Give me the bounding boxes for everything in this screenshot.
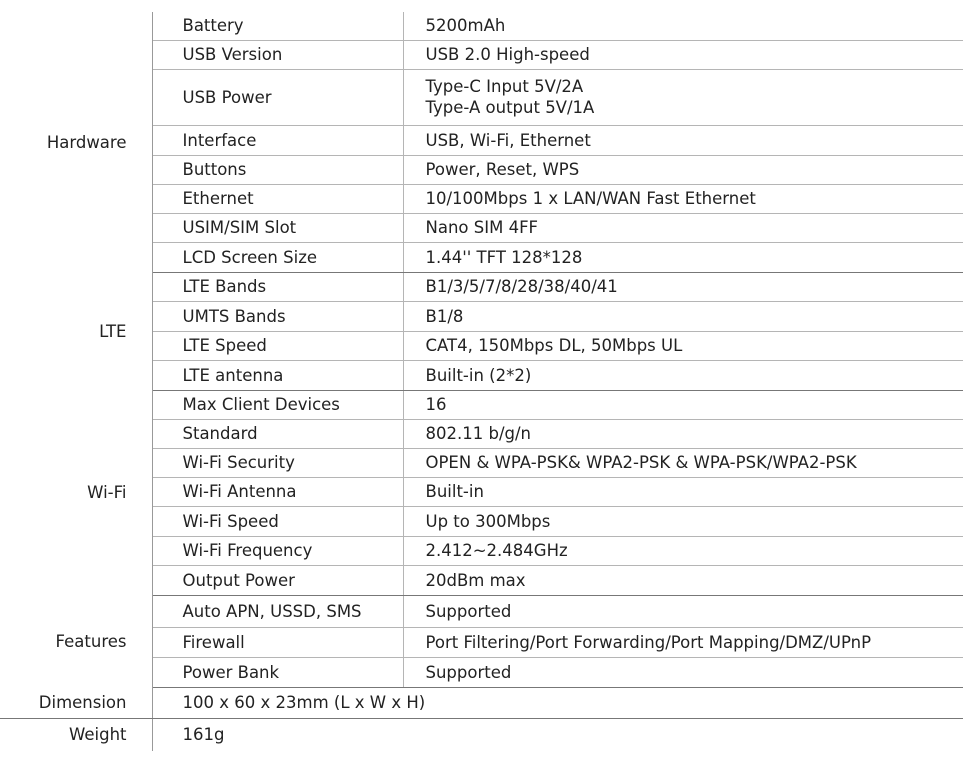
row-value-multiline (403, 69, 963, 125)
spec-row-max-client-devices (0, 390, 963, 419)
row-label: Wi-Fi Speed (152, 506, 403, 536)
row-value: 100 x 60 x 23mm (L x W x H) (152, 687, 963, 718)
row-value: Power, Reset, WPS (403, 155, 963, 184)
row-value: 5200mAh (403, 12, 963, 40)
spec-row-battery (0, 12, 963, 40)
row-value: USB 2.0 High-speed (403, 40, 963, 69)
row-label: Wi-Fi Antenna (152, 477, 403, 506)
row-value: USB, Wi-Fi, Ethernet (403, 125, 963, 155)
spec-table (0, 12, 963, 751)
row-value: 802.11 b/g/n (403, 419, 963, 448)
row-label: Interface (152, 125, 403, 155)
section-weight-label: Weight (0, 718, 152, 751)
row-label: LTE antenna (152, 360, 403, 390)
row-label: LTE Bands (152, 272, 403, 301)
row-label: UMTS Bands (152, 301, 403, 331)
row-value-line: Type-A output 5V/1A (425, 98, 595, 117)
row-value: OPEN & WPA-PSK& WPA2-PSK & WPA-PSK/WPA2-PSK (403, 448, 963, 477)
row-value: Built-in (2*2) (403, 360, 963, 390)
row-label: Max Client Devices (152, 390, 403, 419)
row-label: LTE Speed (152, 331, 403, 360)
row-value: Supported (403, 595, 963, 627)
row-value: Built-in (403, 477, 963, 506)
section-lte-label: LTE (0, 272, 152, 390)
row-label: USB Version (152, 40, 403, 69)
section-hardware-label: Hardware (0, 12, 152, 272)
row-label: LCD Screen Size (152, 242, 403, 272)
row-label: Buttons (152, 155, 403, 184)
row-label: Ethernet (152, 184, 403, 213)
row-label: Wi-Fi Security (152, 448, 403, 477)
row-value: 1.44'' TFT 128*128 (403, 242, 963, 272)
spec-row-lte-bands (0, 272, 963, 301)
row-label: USB Power (152, 69, 403, 125)
row-value: Up to 300Mbps (403, 506, 963, 536)
row-label: USIM/SIM Slot (152, 213, 403, 242)
row-value: 2.412~2.484GHz (403, 536, 963, 565)
row-value: Nano SIM 4FF (403, 213, 963, 242)
row-value-line: Type-C Input 5V/2A (425, 77, 584, 96)
row-label: Wi-Fi Frequency (152, 536, 403, 565)
row-label: Output Power (152, 565, 403, 595)
row-value: Supported (403, 657, 963, 687)
row-value: Port Filtering/Port Forwarding/Port Mapping/DMZ/UPnP (403, 627, 963, 657)
spec-row-weight (0, 718, 963, 751)
row-value: 16 (403, 390, 963, 419)
row-label: Power Bank (152, 657, 403, 687)
row-value: B1/8 (403, 301, 963, 331)
spec-sheet (0, 12, 963, 751)
row-value: 10/100Mbps 1 x LAN/WAN Fast Ethernet (403, 184, 963, 213)
row-value: B1/3/5/7/8/28/38/40/41 (403, 272, 963, 301)
section-wifi-label: Wi-Fi (0, 390, 152, 595)
spec-row-auto-apn (0, 595, 963, 627)
row-value: CAT4, 150Mbps DL, 50Mbps UL (403, 331, 963, 360)
section-dimension-label: Dimension (0, 687, 152, 718)
spec-row-dimension (0, 687, 963, 718)
row-label: Auto APN, USSD, SMS (152, 595, 403, 627)
row-label: Firewall (152, 627, 403, 657)
row-value: 20dBm max (403, 565, 963, 595)
row-label: Standard (152, 419, 403, 448)
row-value: 161g (182, 725, 225, 745)
section-features-label: Features (0, 595, 152, 687)
row-label: Battery (152, 12, 403, 40)
